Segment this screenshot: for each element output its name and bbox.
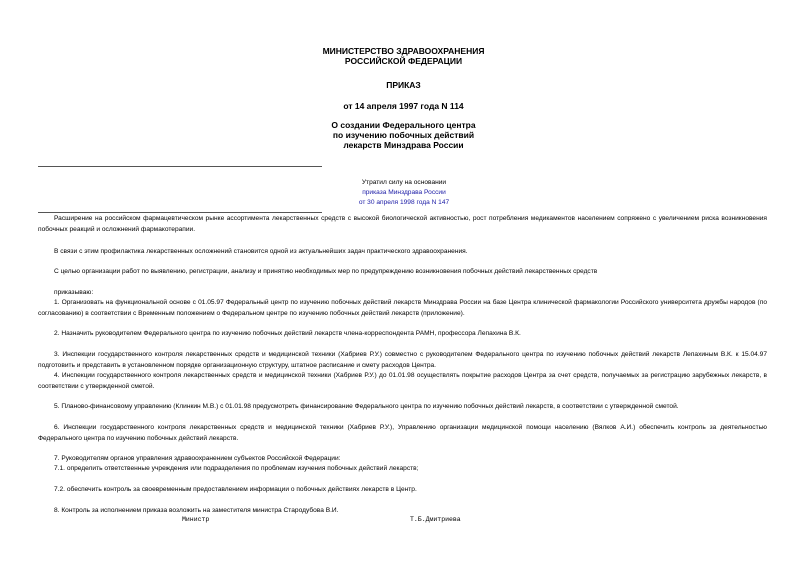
divider-bottom [38,212,322,213]
document-type: ПРИКАЗ [386,80,421,90]
order-item-1: 1. Организовать на функциональной основе с 01.05.97 Федеральный центр по изучению побочных действий лекарств Минздрава России на базе Центра клинической фармакологии Российского университета дружбы народов (по согласованию) в соответствии с Временным положением о Федеральном центре по изучению побочных действий лекарств (приложение). [38,299,767,317]
status-note [250,178,558,208]
paragraph-order: приказываю: [54,289,94,296]
order-item-7-2: 7.2. обеспечить контроль за своевременным предоставлением информации о побочных действиях лекарств в Центр. [54,486,417,493]
repeal-order-link[interactable]: приказа Минздрава России [362,189,446,196]
order-item-8: 8. Контроль за исполнением приказа возложить на заместителя министра Стародубова В.И. [54,507,339,514]
order-item-7: 7. Руководителям органов управления здравоохранением субъектов Российской Федерации: [54,455,341,462]
paragraph-prevention: В связи с этим профилактика лекарственных осложнений становится одной из актуальнейших задач практического здравоохранения. [54,248,468,255]
title-line-2: по изучению побочных действий [332,130,475,140]
signature-position: Министр [182,516,210,523]
ministry-line-1: МИНИСТЕРСТВО ЗДРАВООХРАНЕНИЯ [322,46,485,56]
order-item-7-1: 7.1. определить ответственные учреждения или подразделения по проблемам изучения побочных действий лекарств; [54,465,419,472]
document-date-number: от 14 апреля 1997 года N 114 [343,101,464,111]
paragraph-purpose: С целью организации работ по выявлению, регистрации, анализу и принятию необходимых мер по предупреждению возникновения побочных действий лекарственных средств [54,268,598,275]
paragraph-intro: Расширение на российском фармацевтическом рынке ассортимента лекарственных средств с высокой биологической активностью, рост потребления медикаментов населением сопряжено с увеличением риска возникновения побочных реакций и осложнений фармакотерапии. [38,215,767,233]
title-line-1: О создании Федерального центра [331,120,476,130]
order-item-5: 5. Планово-финансовому управлению (Клинкин М.В.) с 01.01.98 предусмотреть финансирование Федерального центра по изучению побочных действий лекарств, в соответствии с утвержденной сметой. [54,403,679,410]
order-item-4: 4. Инспекции государственного контроля лекарственных средств и медицинской техники (Хабриев Р.У.) до 01.01.98 осуществлять покрытие расходов Центра за счет средств, получаемых за регистрацию зарубежных лекарств, в соответствии с утвержденной сметой. [38,372,767,390]
signature-name: Т.Б.Дмитриева [410,516,461,523]
order-item-6: 6. Инспекции государственного контроля лекарственных средств и медицинской техники (Хабриев Р.У.), Управлению организации медицинской помощи населению (Вялков А.И.) обеспечить контроль за деятельностью Федерального центра по изучению побочных действий лекарств. [38,424,767,442]
order-item-3: 3. Инспекции государственного контроля лекарственных средств и медицинской техники (Хабриев Р.У.) совместно с руководителем Федерального центра по изучению побочных действий лекарств Лепахиным В.К. к 15.04.97 подготовить и представить в установленном порядке организационную структуру, штатное расписание и смету расходов Центра. [38,351,767,369]
repeal-order-date-link[interactable]: от 30 апреля 1998 года N 147 [358,199,450,206]
ministry-line-2: РОССИЙСКОЙ ФЕДЕРАЦИИ [344,56,463,66]
order-item-2: 2. Назначить руководителем Федерального центра по изучению побочных действий лекарств члена-корреспондента РАМН, профессора Лепахина В.К. [54,330,521,337]
title-line-3: лекарств Минздрава России [343,140,464,150]
divider-top [38,166,322,167]
status-note-text: Утратил силу на основании [361,179,447,186]
